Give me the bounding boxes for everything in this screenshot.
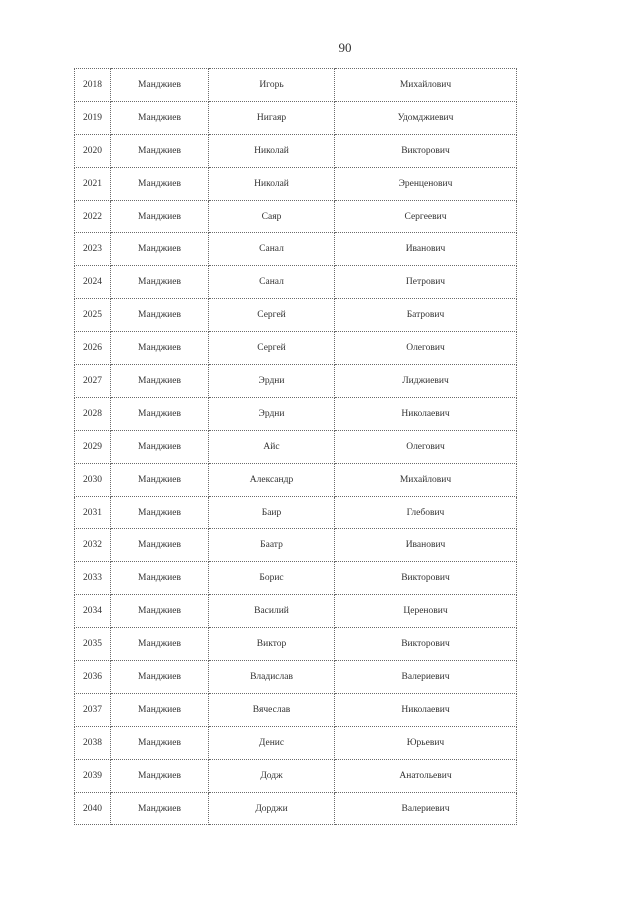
first-name-cell: Сергей xyxy=(209,332,335,365)
surname-cell: Манджиев xyxy=(111,792,209,825)
first-name-cell: Эрдни xyxy=(209,365,335,398)
surname-cell: Манджиев xyxy=(111,595,209,628)
record-number-cell: 2035 xyxy=(75,628,111,661)
first-name-cell: Нигаяр xyxy=(209,101,335,134)
first-name-cell: Денис xyxy=(209,726,335,759)
patronymic-cell: Олегович xyxy=(335,332,517,365)
record-number-cell: 2019 xyxy=(75,101,111,134)
surname-cell: Манджиев xyxy=(111,430,209,463)
patronymic-cell: Николаевич xyxy=(335,693,517,726)
first-name-cell: Додж xyxy=(209,759,335,792)
patronymic-cell: Николаевич xyxy=(335,397,517,430)
surname-cell: Манджиев xyxy=(111,693,209,726)
surname-cell: Манджиев xyxy=(111,266,209,299)
table-row xyxy=(75,134,517,167)
surname-cell: Манджиев xyxy=(111,134,209,167)
table-row xyxy=(75,726,517,759)
surname-cell: Манджиев xyxy=(111,233,209,266)
patronymic-cell: Иванович xyxy=(335,233,517,266)
surname-cell: Манджиев xyxy=(111,397,209,430)
surname-cell: Манджиев xyxy=(111,529,209,562)
surname-cell: Манджиев xyxy=(111,661,209,694)
patronymic-cell: Михайлович xyxy=(335,69,517,102)
table-row xyxy=(75,792,517,825)
table-row xyxy=(75,397,517,430)
table-row xyxy=(75,562,517,595)
patronymic-cell: Юрьевич xyxy=(335,726,517,759)
table-row xyxy=(75,463,517,496)
surname-cell: Манджиев xyxy=(111,759,209,792)
record-number-cell: 2025 xyxy=(75,299,111,332)
table-row xyxy=(75,101,517,134)
record-number-cell: 2027 xyxy=(75,365,111,398)
surname-cell: Манджиев xyxy=(111,365,209,398)
patronymic-cell: Олегович xyxy=(335,430,517,463)
surname-cell: Манджиев xyxy=(111,726,209,759)
surname-cell: Манджиев xyxy=(111,200,209,233)
patronymic-cell: Валериевич xyxy=(335,661,517,694)
first-name-cell: Александр xyxy=(209,463,335,496)
record-number-cell: 2022 xyxy=(75,200,111,233)
patronymic-cell: Сергеевич xyxy=(335,200,517,233)
record-number-cell: 2026 xyxy=(75,332,111,365)
page-number: 90 xyxy=(338,40,352,55)
table-row xyxy=(75,266,517,299)
table-row xyxy=(75,299,517,332)
table-row xyxy=(75,365,517,398)
record-number-cell: 2031 xyxy=(75,496,111,529)
first-name-cell: Санал xyxy=(209,233,335,266)
table-row xyxy=(75,167,517,200)
table-row xyxy=(75,759,517,792)
surname-cell: Манджиев xyxy=(111,167,209,200)
record-number-cell: 2024 xyxy=(75,266,111,299)
record-number-cell: 2036 xyxy=(75,661,111,694)
first-name-cell: Сергей xyxy=(209,299,335,332)
record-number-cell: 2020 xyxy=(75,134,111,167)
record-number-cell: 2039 xyxy=(75,759,111,792)
patronymic-cell: Церенович xyxy=(335,595,517,628)
first-name-cell: Саяр xyxy=(209,200,335,233)
roster-table xyxy=(74,68,517,825)
patronymic-cell: Валериевич xyxy=(335,792,517,825)
record-number-cell: 2030 xyxy=(75,463,111,496)
patronymic-cell: Батрович xyxy=(335,299,517,332)
record-number-cell: 2021 xyxy=(75,167,111,200)
table-row xyxy=(75,529,517,562)
patronymic-cell: Лиджиевич xyxy=(335,365,517,398)
first-name-cell: Борис xyxy=(209,562,335,595)
record-number-cell: 2038 xyxy=(75,726,111,759)
table-row xyxy=(75,595,517,628)
record-number-cell: 2037 xyxy=(75,693,111,726)
surname-cell: Манджиев xyxy=(111,332,209,365)
table-row xyxy=(75,200,517,233)
patronymic-cell: Викторович xyxy=(335,628,517,661)
first-name-cell: Николай xyxy=(209,167,335,200)
surname-cell: Манджиев xyxy=(111,628,209,661)
patronymic-cell: Иванович xyxy=(335,529,517,562)
table-row xyxy=(75,332,517,365)
roster-table-body xyxy=(75,69,517,825)
surname-cell: Манджиев xyxy=(111,496,209,529)
record-number-cell: 2032 xyxy=(75,529,111,562)
table-row xyxy=(75,496,517,529)
first-name-cell: Баир xyxy=(209,496,335,529)
patronymic-cell: Эренценович xyxy=(335,167,517,200)
first-name-cell: Виктор xyxy=(209,628,335,661)
patronymic-cell: Анатольевич xyxy=(335,759,517,792)
patronymic-cell: Петрович xyxy=(335,266,517,299)
table-row xyxy=(75,693,517,726)
surname-cell: Манджиев xyxy=(111,299,209,332)
first-name-cell: Дорджи xyxy=(209,792,335,825)
table-row xyxy=(75,233,517,266)
surname-cell: Манджиев xyxy=(111,463,209,496)
record-number-cell: 2023 xyxy=(75,233,111,266)
surname-cell: Манджиев xyxy=(111,101,209,134)
patronymic-cell: Викторович xyxy=(335,134,517,167)
patronymic-cell: Глебович xyxy=(335,496,517,529)
first-name-cell: Эрдни xyxy=(209,397,335,430)
record-number-cell: 2040 xyxy=(75,792,111,825)
record-number-cell: 2018 xyxy=(75,69,111,102)
first-name-cell: Николай xyxy=(209,134,335,167)
table-row xyxy=(75,69,517,102)
record-number-cell: 2034 xyxy=(75,595,111,628)
first-name-cell: Айс xyxy=(209,430,335,463)
patronymic-cell: Михайлович xyxy=(335,463,517,496)
first-name-cell: Санал xyxy=(209,266,335,299)
table-row xyxy=(75,430,517,463)
record-number-cell: 2029 xyxy=(75,430,111,463)
record-number-cell: 2028 xyxy=(75,397,111,430)
table-row xyxy=(75,628,517,661)
surname-cell: Манджиев xyxy=(111,69,209,102)
first-name-cell: Баатр xyxy=(209,529,335,562)
surname-cell: Манджиев xyxy=(111,562,209,595)
patronymic-cell: Удомджиевич xyxy=(335,101,517,134)
first-name-cell: Игорь xyxy=(209,69,335,102)
first-name-cell: Владислав xyxy=(209,661,335,694)
first-name-cell: Вячеслав xyxy=(209,693,335,726)
table-row xyxy=(75,661,517,694)
record-number-cell: 2033 xyxy=(75,562,111,595)
first-name-cell: Василий xyxy=(209,595,335,628)
patronymic-cell: Викторович xyxy=(335,562,517,595)
